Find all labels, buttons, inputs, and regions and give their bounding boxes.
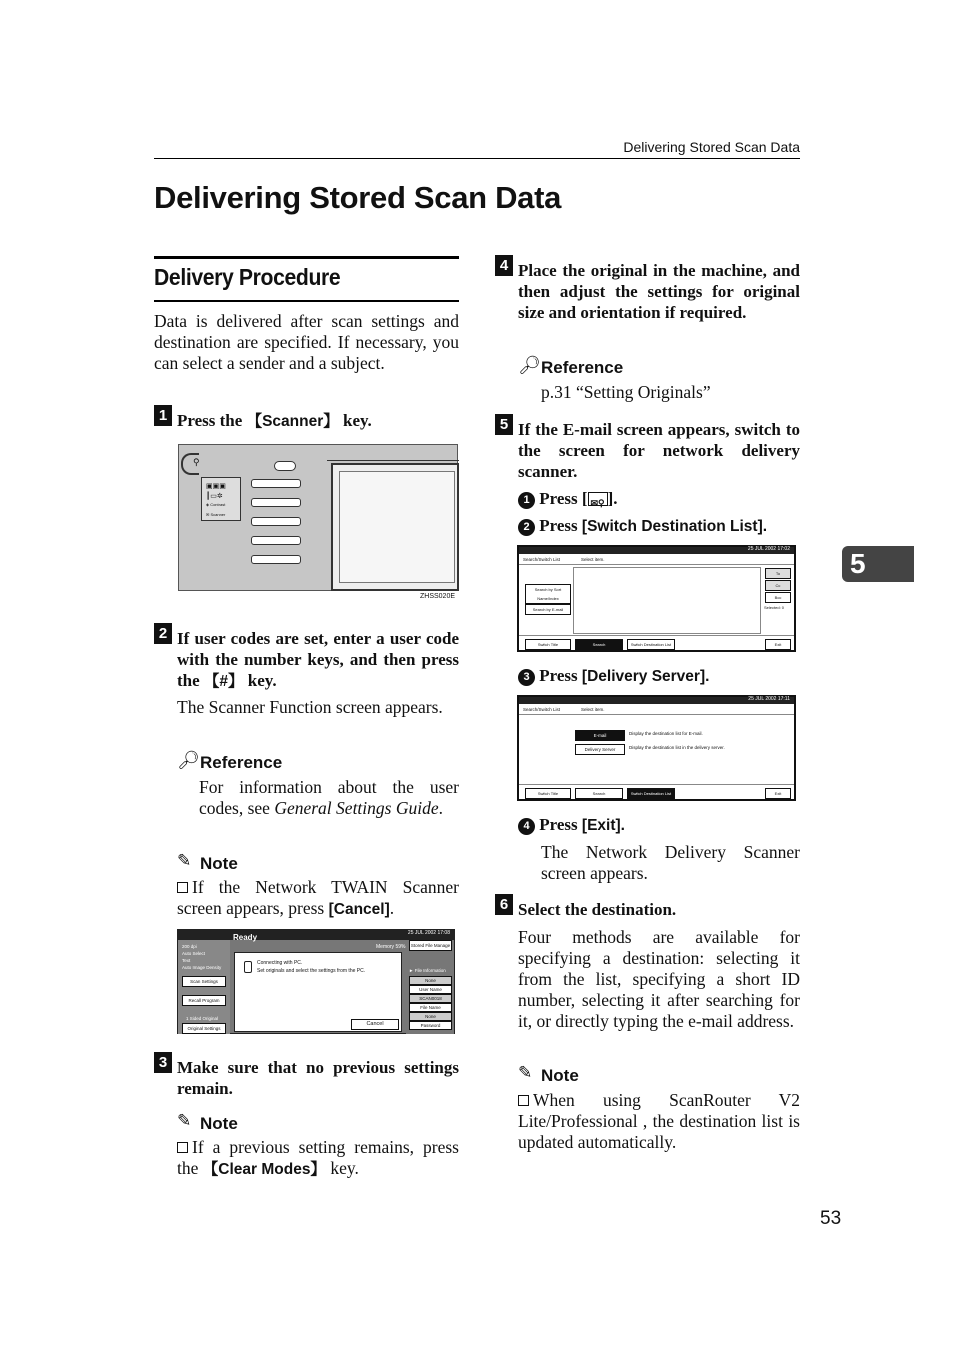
twain-screen [177,929,455,1034]
search-by-email-button[interactable]: Search by E-mail [525,604,571,615]
panel-toggle-icon [274,461,296,471]
delivery-switch-list-button[interactable]: Switch Destination List [627,788,675,799]
step-2-post: key. [247,671,277,690]
step-4-badge: 4 [495,255,513,276]
step-2-body: The Scanner Function screen appears. [177,697,443,717]
delivery-server-screen [517,695,796,801]
note-icon: ✎ [177,851,192,870]
running-head: Delivering Stored Scan Data [623,139,800,155]
sub-3-pre: Press [539,666,582,685]
step-1-text [177,410,459,432]
switch-list-area [573,567,761,634]
delivery-exit-button[interactable]: Exit [765,788,791,799]
intro-paragraph: Data is delivered after scan settings and destination are specified. If necessary, you can select a sender and a subject. [154,311,459,373]
right-item-1: None [409,976,452,985]
twain-cancel-button[interactable]: Cancel [351,1019,399,1030]
twain-status: Ready [233,933,258,942]
twain-date: 25 JUL 2002 17:08 [407,930,450,936]
step-3-badge: 3 [154,1052,172,1073]
reference-text-step-4: p.31 “Setting Originals” [541,382,711,402]
reference-post: . [438,798,443,818]
right-item-5: None [409,1012,452,1021]
email-list-button[interactable]: E-mail [575,730,625,741]
delivery-switch-title-button[interactable]: Switch Title [525,788,571,799]
scan-settings-button[interactable]: Scan Settings [182,976,226,987]
reference-guide-title: General Settings Guide [274,798,439,818]
password-button[interactable]: Password [409,1021,452,1030]
reference-icon: 🔎︎ [177,750,200,770]
reference-title: Reference [200,753,283,772]
reference-title-step-4: Reference [541,358,624,377]
switch-destination-list-button[interactable]: Switch Destination List [627,639,675,650]
checkbox-icon [177,1142,188,1153]
cc-button[interactable]: Cc [765,580,791,591]
panel-line [327,460,459,461]
search-by-name-button[interactable]: Search by Sort Name/Index [525,584,571,604]
sub-step-3-badge: 3 [518,669,535,686]
checkbox-icon [518,1095,529,1106]
note-post: . [389,898,395,918]
reference-icon-step-4: 🔎︎ [518,355,541,375]
figure-code: ZHSS020E [420,593,456,600]
twain-left-pane [178,940,230,1034]
sub-1-pre: Press [ [539,489,588,508]
reference-text [199,777,459,819]
step-5-text: If the E-mail screen appears, switch to the screen for network delivery scanner. [518,420,800,481]
delivery-screen-date: 25 JUL 2002 17:11 [748,696,790,702]
switch-icon: ✉⚲ [588,492,608,506]
chapter-title: Delivering Stored Scan Data [154,180,562,215]
selected-count: Selected: 0 [764,605,785,610]
twain-right-pane [406,940,454,1034]
twain-original-label: 1 Sided Original [186,1016,219,1021]
step-6-text: Select the destination. [518,900,677,919]
scanner-key-illustration[interactable] [251,555,301,564]
facsimile-key[interactable] [251,517,301,526]
step-6-note-text: When using ScanRouter V2 Lite/Professional , the destination list is updated automatically. [518,1090,800,1152]
step-3-note-post: key. [325,1158,359,1178]
checkbox-icon [177,882,188,893]
step-6-badge: 6 [495,894,513,915]
twain-left-lines: 200 dpi Auto Select Text Auto Image Density [182,944,222,970]
bcc-button[interactable]: Bcc [765,592,791,603]
delivery-server-button[interactable]: Delivery Server [575,744,625,755]
step-4-text: Place the original in the machine, and then adjust the settings for original size and orientation if required. [518,261,800,322]
delivery-screen-tab: Search/Switch List [523,707,561,712]
page-number: 53 [820,1208,842,1229]
note-icon-step-3: ✎ [177,1111,192,1130]
step-5-badge: 5 [495,414,513,435]
switch-screen-date: 25 JUL 2002 17:02 [747,546,790,552]
step-1-badge: 1 [154,405,172,426]
switch-screen-tab: Search/Switch List [523,557,561,562]
sub-2-pre: Press [539,516,582,535]
step-6-body: Four methods are available for specifying a destination: selecting it from the list, specifying a short ID number, selecting it after searching for it, or directly typing the e-mail address. [518,927,800,1031]
printer-key[interactable] [251,536,301,545]
exit-button[interactable]: Exit [765,639,791,650]
delivery-server-desc: Display the destination list in the delivery server. [629,745,725,750]
note-title-step-6: Note [541,1066,579,1085]
stored-file-manage-button[interactable]: Stored File Manage [409,940,452,951]
step-5-sub-1 [518,488,617,509]
control-panel-illustration [178,444,458,591]
email-list-desc: Display the destination list for E-mail. [629,731,703,736]
note-title-step-3: Note [200,1114,238,1133]
step-3-note [177,1137,459,1180]
copy-key[interactable] [251,479,301,488]
sub-4-pre: Press [539,815,582,834]
switch-destination-list-key: [Switch Destination List]. [581,518,768,535]
search-button[interactable]: Search [575,639,623,650]
panel-mode-block: ▣▣▣ ┃▭✲ ◈ Contrast ✉ Scanner [201,477,241,521]
step-6-note [518,1090,800,1153]
step-5-sub-2 [518,515,767,537]
exit-key: [Exit]. [581,817,625,834]
clear-modes-key: 【Clear Modes】 [202,1161,326,1178]
step-2-text [177,628,459,692]
pc-icon [244,961,252,973]
cancel-key: [Cancel] [328,901,390,918]
step-1-pre: Press the [177,411,243,430]
twain-memory: Memory 59% [376,944,406,950]
note-pre: If the Network TWAIN Scanner screen appears, press [177,877,459,918]
step-3-text: Make sure that no previous settings remain. [177,1058,459,1098]
header-rule [154,158,800,159]
file-information-label: ► File Information [409,968,446,973]
step-5-sub-4-body: The Network Delivery Scanner screen appears. [541,842,800,883]
sub-step-4-badge: 4 [518,818,535,835]
twain-dialog [234,952,402,1032]
user-name-button[interactable]: User Name [409,985,452,994]
step-3-note-pre: If a previous setting remains, press the [177,1137,459,1178]
switch-title-button[interactable]: Switch Title [525,639,571,650]
section-rule-bottom [154,300,459,302]
sub-1-post: ]. [607,489,618,508]
recall-program-button[interactable]: Recall Program [182,995,226,1006]
twain-msg-1: Connecting with PC. [257,960,303,966]
original-settings-button[interactable]: Original Settings [182,1023,226,1034]
step-1-post: key. [342,411,372,430]
to-button[interactable]: To [765,568,791,579]
sub-step-1-badge: 1 [518,492,535,509]
twain-msg-2: Set originals and select the settings from the PC. [257,968,366,974]
note-icon-step-6: ✎ [518,1063,533,1082]
file-name-button[interactable]: File Name [409,1003,452,1012]
section-title: Delivery Procedure [154,264,341,290]
panel-icon: ⚲ [193,457,200,467]
switch-screen-title: Select item. [581,557,605,562]
panel-display [331,463,459,591]
hash-key: 【#】 [203,673,244,690]
scanner-key: 【Scanner】 [246,413,339,430]
step-2-badge: 2 [154,623,172,644]
chapter-tab: 5 [842,546,914,582]
delivery-screen-title: Select item. [581,707,605,712]
reference-pre: For information about the user codes, see [199,777,459,818]
switch-list-screen [517,545,796,652]
right-item-3: SCAN0018 [409,994,452,1003]
step-2-note [177,877,459,920]
step-5-sub-3 [518,665,709,687]
step-2-instruction: If user codes are set, enter a user code with the number keys, and then press the [177,629,459,690]
note-title: Note [200,854,238,873]
document-server-key[interactable] [251,498,301,507]
delivery-search-button[interactable]: Search [575,788,623,799]
section-rule-top [154,256,459,259]
panel-display-screen [339,471,455,583]
delivery-server-key: [Delivery Server]. [581,668,710,685]
sub-step-2-badge: 2 [518,519,535,536]
step-5-sub-4 [518,814,625,836]
